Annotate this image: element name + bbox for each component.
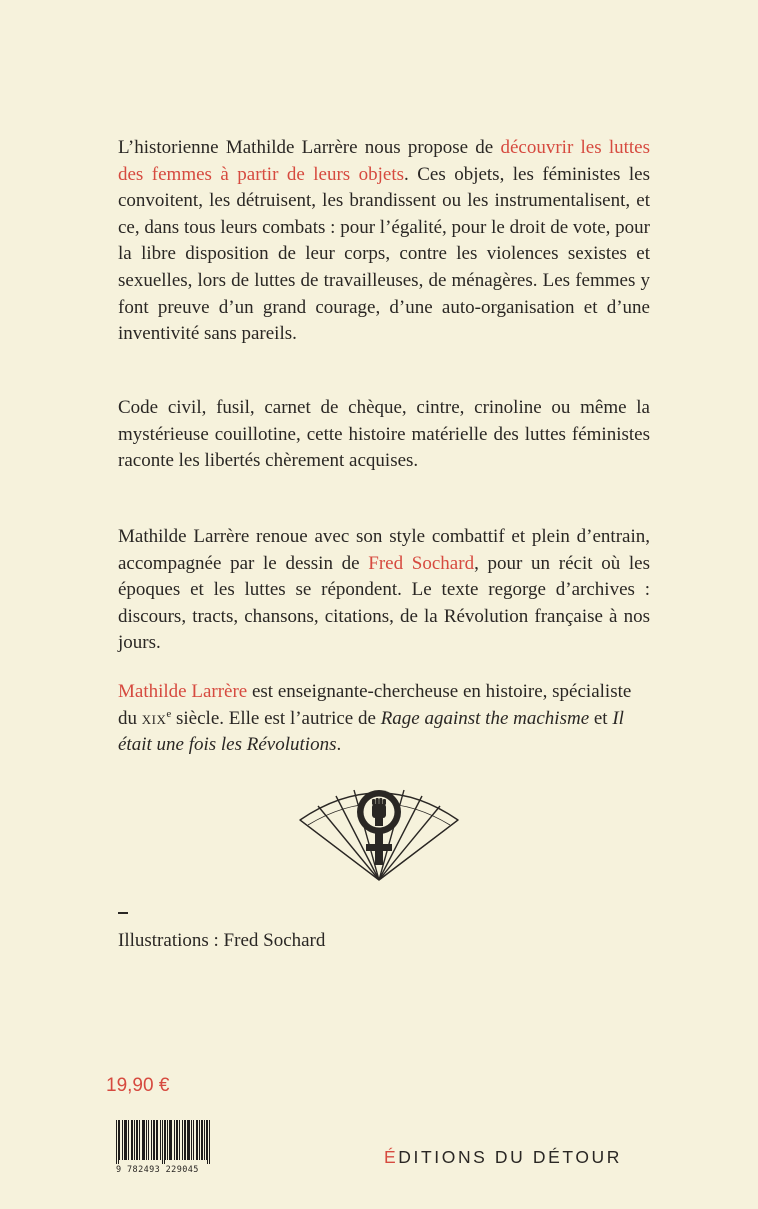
blurb-text: . Ces objets, les féministes les convoitent, les détruisent, les brandissent ou les instrumentalisent, et ce, dans tous leurs combats : pour l’égalité, pour le droit de vote, pour la libre disposition de leur corps, contre les violences sexistes et sexuelles, lors de luttes de travailleuses, de ménagères. Les femmes y font preuve d’un grand courage, d’une auto-organisation et d’une inventivité sans pareils. — [118, 163, 650, 345]
illustration-credit: Illustrations : Fred Sochard — [118, 930, 326, 951]
publisher-name: DITIONS DU DÉTOUR — [398, 1147, 623, 1167]
blurb-paragraph-3 — [118, 524, 650, 657]
blurb-paragraph-2: Code civil, fusil, carnet de chèque, cintre, crinoline ou même la mystérieuse couillotine, cette histoire matérielle des luttes féministes raconte les libertés chèrement acquises. — [118, 397, 650, 472]
publisher-initial: É — [384, 1147, 399, 1167]
blurb-intro-text: Mathilde Larrère renoue avec son style combattif et plein d’entrain, accompagnée par le dessin de — [118, 526, 650, 574]
blurb-intro-text: L’historienne Mathilde Larrère nous propose de — [118, 137, 501, 158]
blurb-text: , pour un récit où les époques et les luttes se répondent. Le texte regorge d’archives : discours, tracts, chansons, citations, de la Révolution française à nos jours. — [118, 552, 650, 654]
illustrator-name: Fred Sochard — [368, 552, 475, 574]
century-superscript: e — [166, 707, 172, 720]
author-bio — [118, 679, 650, 759]
book-title-2: Il était une fois les Révolutions — [118, 707, 624, 756]
publisher-logo — [384, 1147, 622, 1168]
barcode-icon — [116, 1120, 210, 1164]
author-name: Mathilde Larrère — [118, 681, 248, 702]
price-label: 19,90 € — [106, 1075, 170, 1096]
bio-text: siècle. Elle est l’autrice de — [171, 707, 381, 729]
book-title-1: Rage against the machisme — [380, 707, 590, 729]
bio-text: . — [336, 734, 342, 756]
blurb-paragraph-1 — [118, 135, 650, 348]
divider-dash — [118, 912, 128, 914]
blurb-highlight: découvrir les luttes des femmes à partir de leurs objets — [118, 137, 650, 185]
bio-text: est enseignante-chercheuse en histoire, spécialiste du — [118, 681, 632, 729]
isbn-number: 9 782493 229045 — [116, 1165, 199, 1175]
fan-emblem-icon — [296, 772, 462, 884]
bio-text: et — [589, 707, 613, 729]
century-numeral: xix — [141, 707, 167, 729]
